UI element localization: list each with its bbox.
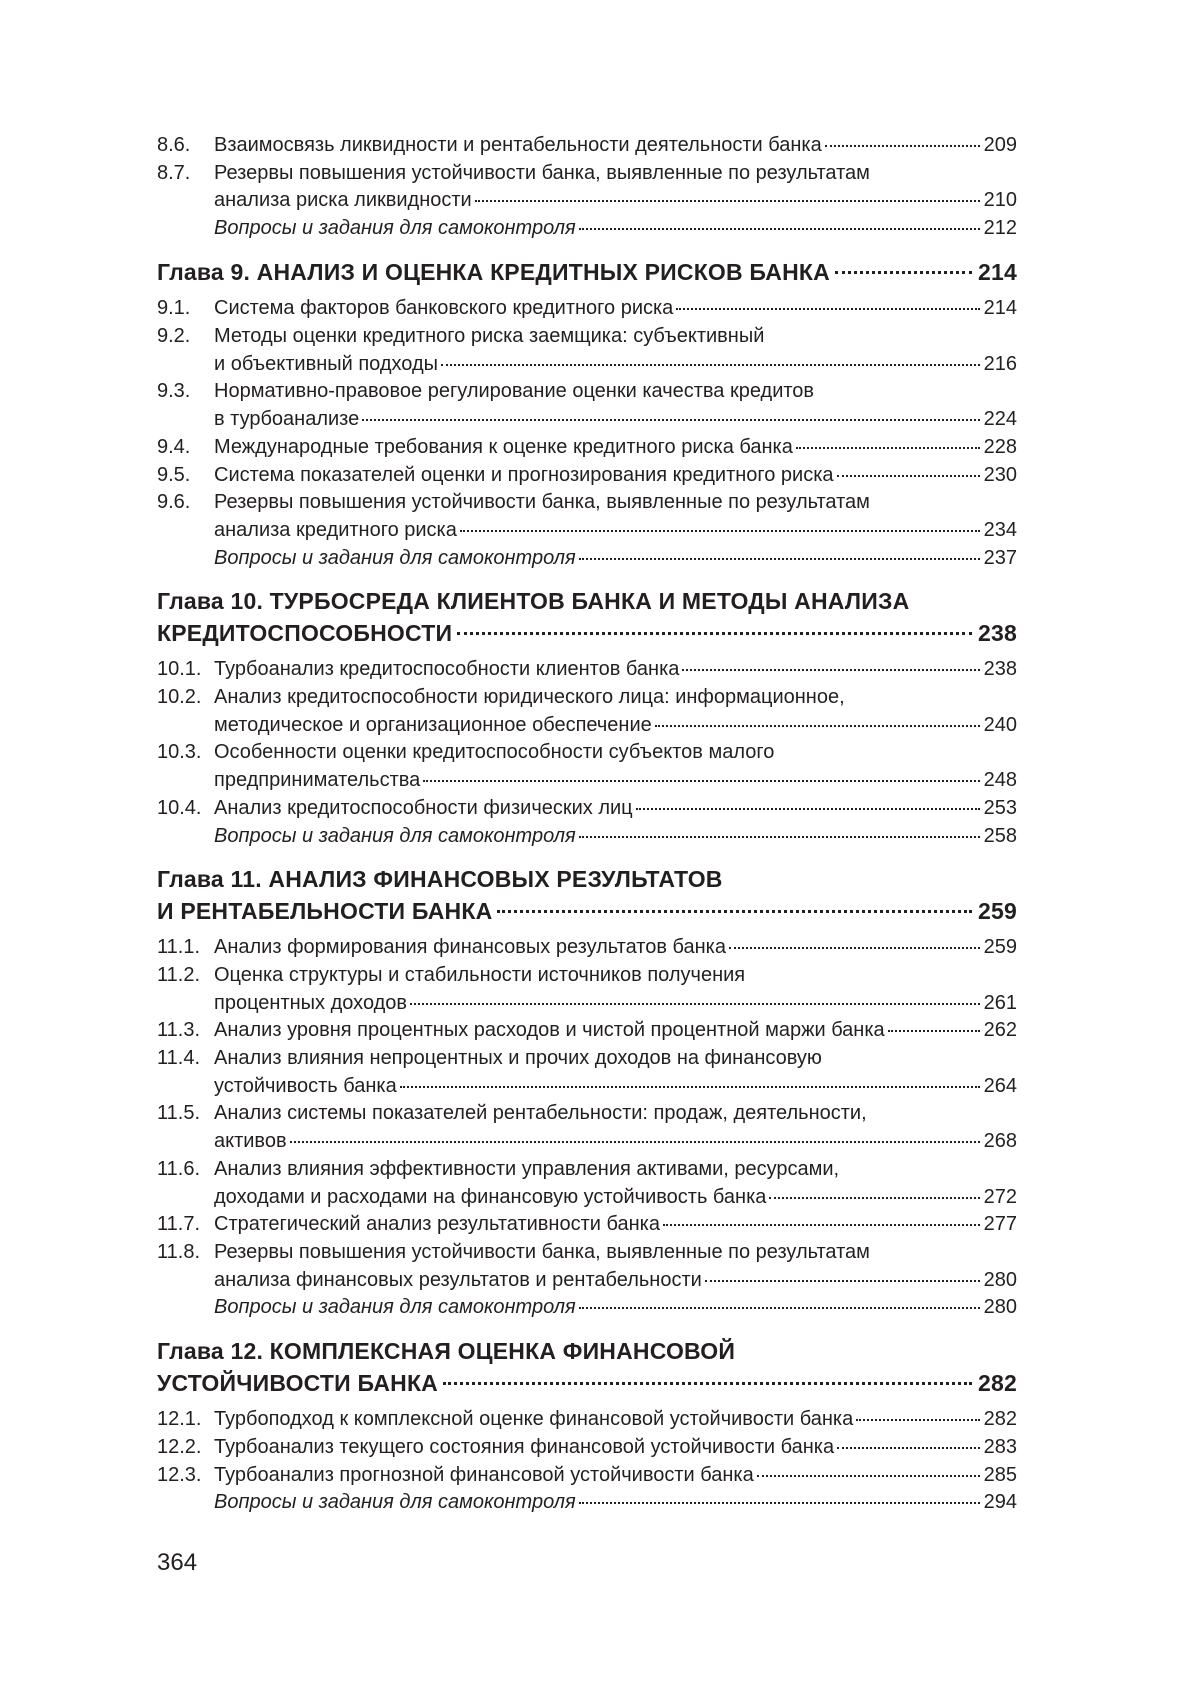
toc-title-text: Резервы повышения устойчивости банка, выявленные по результатам	[214, 491, 870, 514]
toc-section-number	[157, 1294, 214, 1322]
dot-leader	[705, 1280, 980, 1282]
dot-leader	[579, 558, 980, 560]
toc-section-number: 8.6.	[157, 134, 191, 156]
toc-page-number: 282	[983, 1408, 1017, 1431]
toc-title-text: Анализ кредитоспособности юридического лица: информационное,	[214, 686, 845, 709]
toc-title-line	[214, 1128, 1017, 1156]
toc-title-line	[214, 962, 1017, 990]
toc-title-text: Турбоподход к комплексной оценке финансовой устойчивости банка	[214, 1408, 854, 1431]
toc-title-line	[214, 1462, 1017, 1490]
toc-page-number: 212	[983, 217, 1017, 240]
toc-page-number: 248	[983, 769, 1017, 792]
toc-section-number: 10.3.	[157, 741, 202, 764]
toc-title-text: Резервы повышения устойчивости банка, выявленные по результатам	[214, 161, 870, 184]
toc-title-line	[214, 295, 1017, 323]
toc-section-number	[157, 545, 214, 573]
toc-section-entry	[157, 1100, 1017, 1155]
toc-title-line	[214, 767, 1017, 795]
toc-title-text: Анализ формирования финансовых результатов банка	[214, 936, 726, 959]
toc-page-number: 259	[978, 897, 1017, 924]
toc-page-number: 294	[983, 1491, 1017, 1514]
toc-title-line	[214, 517, 1017, 545]
dot-leader	[655, 725, 980, 727]
toc-section-entry	[157, 934, 1017, 962]
toc-title-line	[214, 1017, 1017, 1045]
toc-entry-title	[214, 1489, 1017, 1517]
toc-page-number: 285	[983, 1463, 1017, 1486]
toc-title-text: Вопросы и задания для самоконтроля	[214, 1491, 576, 1514]
toc-entry-title	[214, 823, 1017, 851]
toc-section-number: 11.1.	[157, 936, 200, 959]
toc-title-line	[214, 1489, 1017, 1517]
toc-title-line	[214, 656, 1017, 684]
toc-title-line	[214, 1294, 1017, 1322]
toc-entry-title	[157, 257, 1017, 289]
toc-title-text: Глава 10. ТУРБОСРЕДА КЛИЕНТОВ БАНКА И МЕТОДЫ АНАЛИЗА	[157, 588, 910, 615]
toc-title-line	[214, 1211, 1017, 1239]
toc-title-text: устойчивость банка	[214, 1074, 397, 1097]
toc-title-line	[214, 1434, 1017, 1462]
toc-page-number: 224	[983, 408, 1017, 431]
toc-title-text: Особенности оценки кредитоспособности субъектов малого	[214, 741, 775, 764]
toc-entry-title	[214, 434, 1017, 462]
toc-page-number: 209	[983, 134, 1017, 156]
toc-title-text: процентных доходов	[214, 991, 408, 1014]
toc-title-text: Турбоанализ текущего состояния финансовой устойчивости банка	[214, 1435, 835, 1458]
dot-leader	[290, 1141, 980, 1143]
toc-title-text: Международные требования к оценке кредитного риска банка	[214, 435, 793, 458]
toc-section-number: 10.1.	[157, 658, 202, 681]
toc-title-text: Система показателей оценки и прогнозирования кредитного риска	[214, 463, 834, 486]
dot-leader	[835, 271, 972, 274]
toc-page-number: 283	[983, 1435, 1017, 1458]
dot-leader	[497, 910, 972, 913]
toc-entry-title	[214, 215, 1017, 243]
toc-entry-title	[214, 1434, 1017, 1462]
toc-page-number: 268	[983, 1130, 1017, 1153]
toc-title-text: Анализ влияния непроцентных и прочих доходов на финансовую	[214, 1047, 822, 1070]
toc-title-line	[214, 1156, 1017, 1184]
toc-title-line	[214, 684, 1017, 712]
toc-page-number: 277	[983, 1213, 1017, 1236]
toc-section-number: 12.1.	[157, 1408, 202, 1431]
toc-section-number: 9.2.	[157, 325, 191, 348]
toc-title-line	[214, 323, 1017, 351]
toc-title-line	[157, 896, 1017, 928]
toc-title-text: Глава 11. АНАЛИЗ ФИНАНСОВЫХ РЕЗУЛЬТАТОВ	[157, 866, 723, 893]
toc-title-text: Взаимосвязь ликвидности и рентабельности деятельности банка	[214, 134, 822, 156]
toc-title-line	[214, 1239, 1017, 1267]
toc-section-entry	[157, 962, 1017, 1017]
toc-entry-title	[214, 1462, 1017, 1490]
dot-leader	[423, 780, 979, 782]
dot-leader	[676, 308, 979, 310]
toc-page-number: 234	[983, 518, 1017, 541]
toc-title-text: анализа кредитного риска	[214, 518, 457, 541]
toc-entry-title	[214, 684, 1017, 739]
toc-title-line	[214, 434, 1017, 462]
dot-leader	[663, 1224, 980, 1226]
toc-entry-title	[214, 1045, 1017, 1100]
toc-title-text: активов	[214, 1130, 287, 1153]
toc-section-number: 11.3.	[157, 1019, 200, 1042]
dot-leader	[475, 200, 980, 202]
dot-leader	[457, 632, 972, 635]
toc-section-number: 11.4.	[157, 1047, 200, 1070]
toc-page-number: 237	[983, 546, 1017, 569]
toc-title-text: Турбоанализ прогнозной финансовой устойчивости банка	[214, 1463, 754, 1486]
toc-page-number: 216	[983, 352, 1017, 375]
toc-title-text: И РЕНТАБЕЛЬНОСТИ БАНКА	[157, 897, 493, 924]
toc-title-line	[214, 545, 1017, 573]
toc-title-line	[214, 132, 1017, 160]
toc-title-line	[157, 1368, 1017, 1400]
toc-title-line	[157, 586, 1017, 618]
toc-title-text: методическое и организационное обеспечение	[214, 713, 652, 736]
toc-section-number: 12.3.	[157, 1463, 202, 1486]
toc-page-number: 228	[983, 435, 1017, 458]
toc-section-number: 9.4.	[157, 435, 191, 458]
toc-title-text: доходами и расходами на финансовую устойчивость банка	[214, 1185, 767, 1208]
toc-title-text: в турбоанализе	[214, 408, 360, 431]
toc-questions-entry	[157, 215, 1017, 243]
toc-section-number: 12.2.	[157, 1435, 202, 1458]
toc-title-line	[214, 1073, 1017, 1101]
toc-title-line	[214, 990, 1017, 1018]
toc-title-line	[214, 1184, 1017, 1212]
dot-leader	[460, 530, 980, 532]
toc-entry-title	[214, 545, 1017, 573]
toc-entry-title	[214, 132, 1017, 160]
toc-entry-title	[214, 656, 1017, 684]
toc-section-entry	[157, 1434, 1017, 1462]
toc-page-number: 259	[983, 936, 1017, 959]
toc-title-text: Анализ системы показателей рентабельности: продаж, деятельности,	[214, 1102, 867, 1125]
dot-leader	[579, 836, 980, 838]
toc-section-entry	[157, 160, 1017, 215]
dot-leader	[682, 669, 979, 671]
toc-page-number: 282	[978, 1369, 1017, 1396]
toc-title-text: анализа финансовых результатов и рентабельности	[214, 1268, 702, 1291]
dot-leader	[362, 419, 979, 421]
toc-title-line	[214, 1406, 1017, 1434]
toc-entry-title	[214, 323, 1017, 378]
toc-section-entry	[157, 434, 1017, 462]
toc-page-number: 272	[983, 1185, 1017, 1208]
toc-title-line	[214, 406, 1017, 434]
toc-entry-title	[214, 739, 1017, 794]
toc-title-line	[157, 257, 1017, 289]
dot-leader	[796, 447, 980, 449]
toc-entry-title	[214, 160, 1017, 215]
toc-questions-entry	[157, 545, 1017, 573]
toc-title-line	[214, 823, 1017, 851]
dot-leader	[579, 228, 980, 230]
dot-leader	[825, 145, 980, 147]
toc-questions-entry	[157, 1294, 1017, 1322]
toc-section-number: 9.5.	[157, 463, 191, 486]
toc-entry-title	[214, 1211, 1017, 1239]
toc-entry-title	[214, 1017, 1017, 1045]
toc-chapter-heading	[157, 1336, 1017, 1399]
toc-page-number: 238	[983, 658, 1017, 681]
toc-page-number: 240	[983, 713, 1017, 736]
toc-chapter-heading	[157, 257, 1017, 289]
toc-title-text: КРЕДИТОСПОСОБНОСТИ	[157, 619, 453, 646]
dot-leader	[400, 1086, 980, 1088]
toc-section-entry	[157, 1156, 1017, 1211]
toc-page-number: 261	[983, 991, 1017, 1014]
toc-section-entry	[157, 1462, 1017, 1490]
dot-leader	[441, 364, 980, 366]
toc-section-number: 9.1.	[157, 297, 191, 320]
dot-leader	[837, 1447, 980, 1449]
toc-section-number: 11.6.	[157, 1157, 200, 1180]
toc-page-number: 280	[983, 1268, 1017, 1291]
toc-title-text: Вопросы и задания для самоконтроля	[214, 824, 576, 847]
toc-title-line	[214, 215, 1017, 243]
toc-title-text: Система факторов банковского кредитного риска	[214, 297, 674, 320]
toc-section-entry	[157, 378, 1017, 433]
toc-title-line	[214, 187, 1017, 215]
toc-page-number: 214	[978, 258, 1017, 285]
toc-title-text: УСТОЙЧИВОСТИ БАНКА	[157, 1369, 438, 1396]
dot-leader	[443, 1382, 972, 1385]
toc-questions-entry	[157, 1489, 1017, 1517]
toc-page-number: 280	[983, 1296, 1017, 1319]
toc-questions-entry	[157, 823, 1017, 851]
toc-title-text: Вопросы и задания для самоконтроля	[214, 217, 576, 240]
toc-title-text: и объективный подходы	[214, 352, 439, 375]
toc-page-number: 264	[983, 1074, 1017, 1097]
toc-page-number: 210	[983, 189, 1017, 212]
toc-title-text: Анализ влияния эффективности управления активами, ресурсами,	[214, 1157, 840, 1180]
dot-leader	[757, 1475, 980, 1477]
toc-page-number: 230	[983, 463, 1017, 486]
toc-title-line	[214, 934, 1017, 962]
dot-leader	[579, 1307, 980, 1309]
dot-leader	[769, 1197, 979, 1199]
toc-section-entry	[157, 1239, 1017, 1294]
toc-section-number: 10.2.	[157, 686, 202, 709]
toc-section-number	[157, 1489, 214, 1517]
toc-title-line	[214, 795, 1017, 823]
toc-entry-title	[157, 586, 1017, 649]
toc-section-entry	[157, 132, 1017, 160]
toc-entry-title	[214, 295, 1017, 323]
toc-page-number: 214	[983, 297, 1017, 320]
toc-title-text: Анализ кредитоспособности физических лиц	[214, 796, 633, 819]
toc-entry-title	[214, 378, 1017, 433]
toc-entry-title	[214, 1239, 1017, 1294]
toc-chapter-heading	[157, 586, 1017, 649]
table-of-contents	[157, 132, 1017, 1517]
toc-title-text: Анализ уровня процентных расходов и чистой процентной маржи банка	[214, 1019, 885, 1042]
dot-leader	[856, 1419, 979, 1421]
toc-title-text: Глава 12. КОМПЛЕКСНАЯ ОЦЕНКА ФИНАНСОВОЙ	[157, 1338, 736, 1365]
toc-title-text: Резервы повышения устойчивости банка, выявленные по результатам	[214, 1241, 870, 1263]
toc-section-number	[157, 823, 214, 851]
toc-entry-title	[157, 1336, 1017, 1399]
toc-section-number: 9.3.	[157, 380, 191, 403]
toc-section-entry	[157, 1406, 1017, 1434]
toc-entry-title	[214, 934, 1017, 962]
toc-section-entry	[157, 462, 1017, 490]
toc-entry-title	[214, 795, 1017, 823]
toc-title-line	[214, 1045, 1017, 1073]
toc-section-entry	[157, 1017, 1017, 1045]
toc-section-entry	[157, 295, 1017, 323]
dot-leader	[729, 947, 980, 949]
toc-entry-title	[214, 1406, 1017, 1434]
toc-section-entry	[157, 1211, 1017, 1239]
toc-title-text: Стратегический анализ результативности банка	[214, 1213, 660, 1236]
toc-section-number: 9.6.	[157, 491, 191, 514]
toc-entry-title	[214, 462, 1017, 490]
toc-title-text: Глава 9. АНАЛИЗ И ОЦЕНКА КРЕДИТНЫХ РИСКОВ БАНКА	[157, 258, 830, 285]
toc-page-number: 258	[983, 824, 1017, 847]
toc-title-text: Турбоанализ кредитоспособности клиентов банка	[214, 658, 680, 681]
toc-title-text: Нормативно-правовое регулирование оценки качества кредитов	[214, 380, 815, 403]
toc-title-line	[214, 462, 1017, 490]
toc-section-entry	[157, 684, 1017, 739]
toc-title-text: Вопросы и задания для самоконтроля	[214, 546, 576, 569]
toc-title-line	[214, 160, 1017, 188]
dot-leader	[410, 1003, 980, 1005]
toc-entry-title	[214, 1156, 1017, 1211]
page-number: 364	[157, 1549, 198, 1576]
toc-entry-title	[214, 1294, 1017, 1322]
toc-section-number: 11.5.	[157, 1102, 200, 1125]
toc-title-line	[157, 618, 1017, 650]
toc-entry-title	[214, 489, 1017, 544]
toc-chapter-heading	[157, 864, 1017, 927]
toc-title-text: Вопросы и задания для самоконтроля	[214, 1296, 576, 1319]
toc-section-entry	[157, 1045, 1017, 1100]
toc-section-entry	[157, 795, 1017, 823]
toc-entry-title	[214, 1100, 1017, 1155]
toc-section-entry	[157, 656, 1017, 684]
toc-section-number: 10.4.	[157, 796, 202, 819]
toc-title-line	[214, 489, 1017, 517]
dot-leader	[579, 1502, 980, 1504]
toc-entry-title	[157, 864, 1017, 927]
toc-page-number: 262	[983, 1019, 1017, 1042]
toc-entry-title	[214, 962, 1017, 1017]
toc-section-entry	[157, 489, 1017, 544]
toc-title-line	[214, 351, 1017, 379]
dot-leader	[636, 808, 980, 810]
toc-title-line	[214, 378, 1017, 406]
toc-section-number	[157, 215, 214, 243]
toc-section-number: 11.7.	[157, 1213, 200, 1236]
toc-section-entry	[157, 739, 1017, 794]
toc-title-text: Методы оценки кредитного риска заемщика: субъективный	[214, 325, 765, 348]
dot-leader	[888, 1030, 980, 1032]
toc-title-line	[214, 1100, 1017, 1128]
toc-title-line	[214, 739, 1017, 767]
toc-section-number: 8.7.	[157, 161, 191, 184]
toc-section-number: 11.2.	[157, 963, 200, 986]
toc-title-text: анализа риска ликвидности	[214, 189, 472, 212]
toc-title-text: предпринимательства	[214, 769, 421, 792]
dot-leader	[837, 475, 980, 477]
toc-title-line	[214, 1267, 1017, 1295]
toc-title-line	[157, 1336, 1017, 1368]
toc-section-entry	[157, 323, 1017, 378]
toc-page-number: 253	[983, 796, 1017, 819]
toc-title-line	[214, 712, 1017, 740]
toc-title-line	[157, 864, 1017, 896]
toc-title-text: Оценка структуры и стабильности источников получения	[214, 963, 746, 986]
toc-section-number: 11.8.	[157, 1241, 200, 1263]
toc-page-number: 238	[978, 619, 1017, 646]
